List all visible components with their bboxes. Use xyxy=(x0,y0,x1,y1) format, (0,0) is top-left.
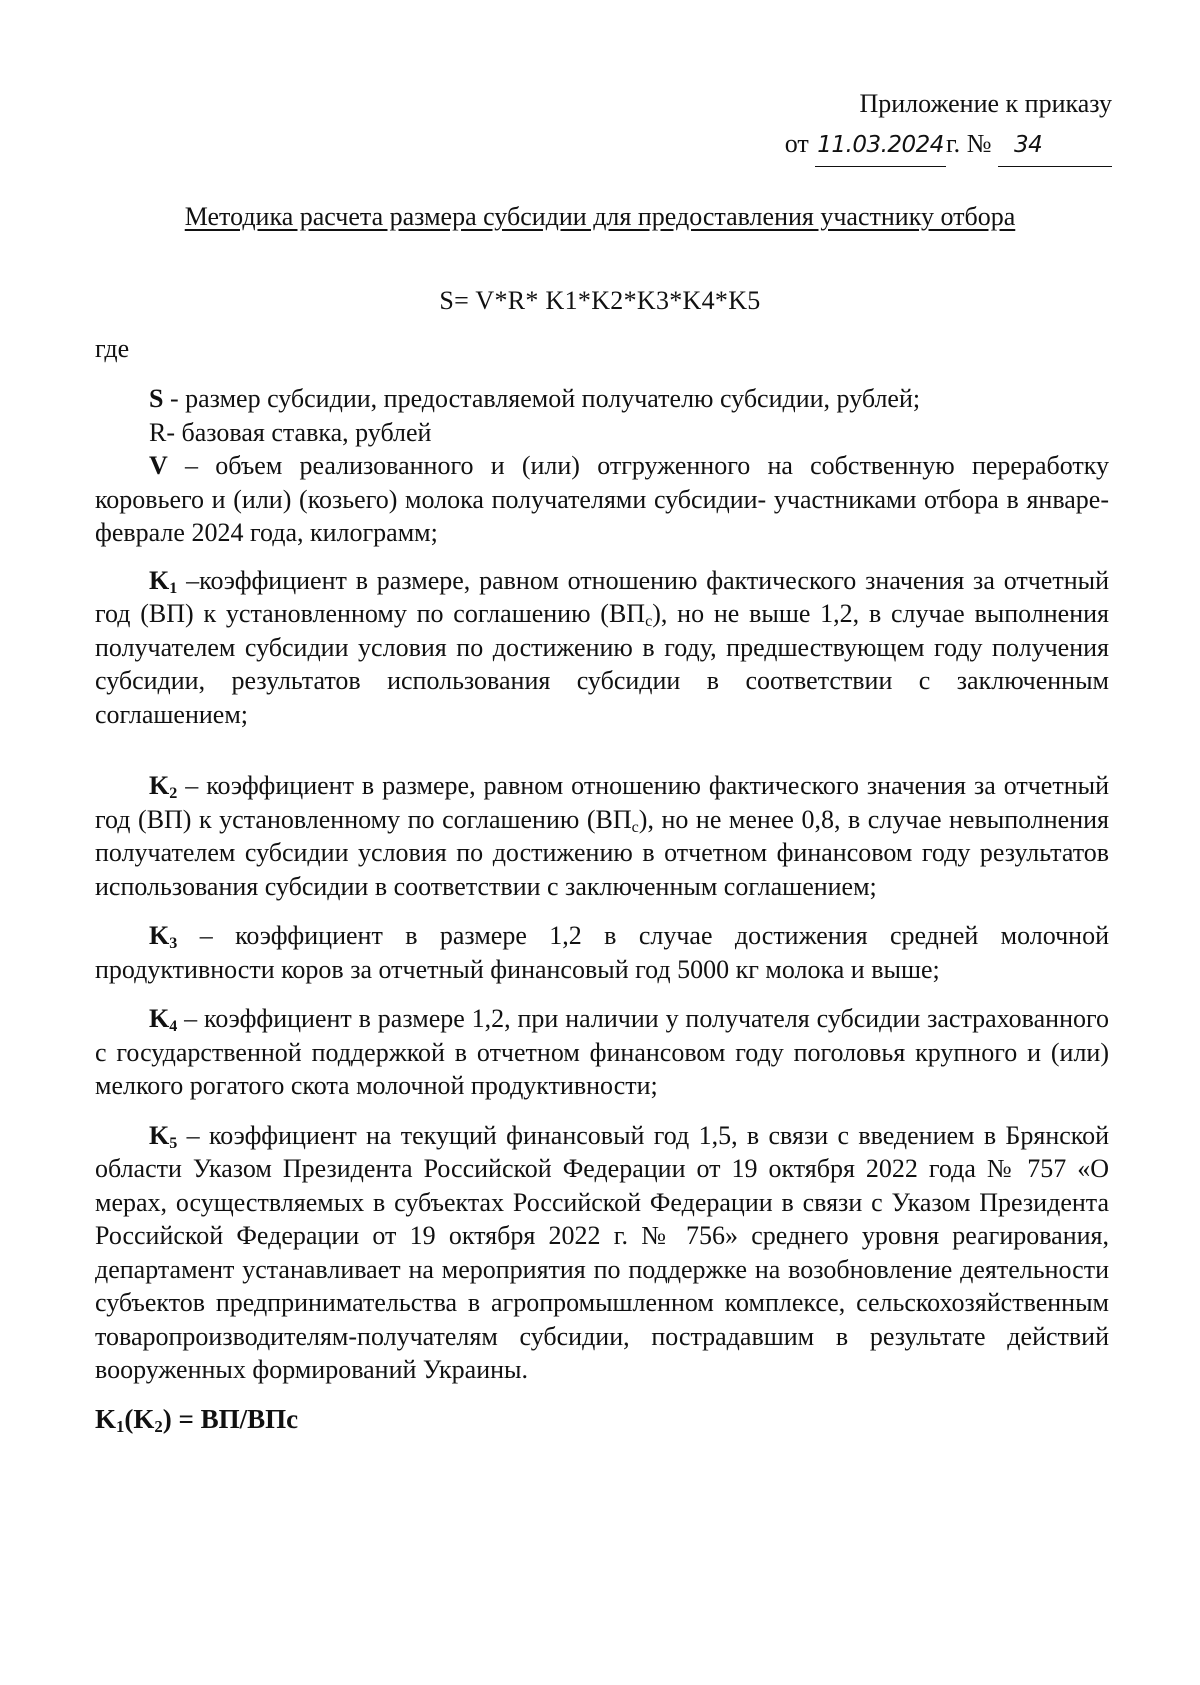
definition-k3 xyxy=(95,919,1109,986)
symbol-k1-sub: 1 xyxy=(169,579,178,597)
symbol-k5-letter: K xyxy=(149,1120,170,1150)
final-k-letter: K xyxy=(95,1403,117,1434)
handwritten-date: 11.03.2024 xyxy=(815,125,946,167)
where-label: где xyxy=(95,334,130,363)
symbol-k2-letter: K xyxy=(149,771,170,800)
definition-v xyxy=(95,449,1109,550)
definition-k4 xyxy=(95,1002,1109,1103)
symbol-k3 xyxy=(149,921,178,953)
symbol-k5 xyxy=(149,1121,177,1150)
definition-k4-text: – коэффициент в размере 1,2, при наличии у получателя субсидии застрахованного с государственной поддержкой в отчетном финансовом году поголовья крупного и (или) мелкого рогатого скота молочной продуктивности; xyxy=(95,1004,1109,1100)
definitions-body xyxy=(95,382,1109,1436)
definition-s xyxy=(95,382,1109,416)
date-prefix: от xyxy=(784,129,809,158)
symbol-r: R xyxy=(149,417,167,447)
order-appendix-header xyxy=(785,84,1112,167)
year-suffix: г. xyxy=(945,129,961,158)
symbol-k4-sub: 4 xyxy=(169,1018,178,1036)
definition-k5 xyxy=(95,1119,1109,1387)
definition-k2-text-a: – коэффициент в размере, равном отношению фактического значения за отчетный год (ВП) к установленному по соглашению (ВП xyxy=(95,771,1109,834)
symbol-k1 xyxy=(149,566,177,595)
symbol-k3-letter: K xyxy=(149,921,170,950)
symbol-k4 xyxy=(149,1004,178,1036)
number-label: № xyxy=(966,129,992,158)
final-formula-rest: ) = ВП/ВПс xyxy=(162,1403,299,1434)
document-title xyxy=(0,202,1200,232)
appendix-line: Приложение к приказу xyxy=(859,89,1112,118)
definition-k1-text-b: ), но не выше 1,2, в случае выполнения получателем субсидии условия по достижению в году, предшествующем году получения субсидии, результатов использования субсидии в соответствии с заключенным соглашением; xyxy=(95,599,1109,729)
symbol-k1-letter: K xyxy=(149,565,170,595)
definition-k5-text: – коэффициент на текущий финансовый год 1,5, в связи с введением в Брянской области Указом Президента Российской Федерации от 19 октября 2022 года № 757 «О мерах, осуществляемых в субъектах Российской Федерации в связи с Указом Президента Российской Федерации от 19 октября 2022 г. № 756» среднего уровня реагирования, департамент устанавливает на мероприятия по поддержке на возобновление деятельности субъектов предпринимательства в агропромышленном комплексе, сельскохозяйственным товаропроизводителям-получателям субсидии, пострадавшим в результате действий вооруженных формирований Украины. xyxy=(95,1120,1109,1384)
definition-r xyxy=(95,416,1109,450)
k1-k2-formula xyxy=(95,1403,1109,1437)
definition-k1-subscript: с xyxy=(645,613,653,631)
final-k-sub1: 1 xyxy=(116,1416,125,1436)
definition-v-text: – объем реализованного и (или) отгруженного на собственную переработку коровьего и (или) (козьего) молока получателями субсидии- участниками отбора в январе-феврале 2024 года, килограмм; xyxy=(95,451,1109,547)
order-date-number-line xyxy=(785,124,1112,167)
symbol-k2 xyxy=(149,771,178,803)
main-formula: S= V*R* K1*K2*K3*K4*K5 xyxy=(439,286,761,315)
symbol-k2-sub: 2 xyxy=(169,785,178,803)
symbol-k5-sub: 5 xyxy=(169,1134,178,1152)
definition-k2-subscript: с xyxy=(631,818,639,836)
symbol-s: S xyxy=(149,384,164,413)
document-title-text: Методика расчета размера субсидии для предоставления участнику отбора xyxy=(184,202,1016,231)
symbol-v: V xyxy=(149,451,168,480)
final-k2-open: (K xyxy=(124,1403,155,1434)
definition-s-text: - размер субсидии, предоставляемой получателю субсидии, рублей; xyxy=(163,384,921,413)
final-k-sub2: 2 xyxy=(154,1416,163,1436)
definition-k2-text-b: ), но не менее 0,8, в случае невыполнения получателем субсидии условия по достижению в отчетном финансовом году результатов использования субсидии в соответствии с заключенным соглашением; xyxy=(95,804,1110,901)
symbol-k3-sub: 3 xyxy=(169,935,178,953)
definition-k1-text-a: –коэффициент в размере, равном отношению фактического значения за отчетный год (ВП) к установленному по соглашению (ВП xyxy=(95,565,1109,628)
definition-k3-text: – коэффициент в размере 1,2 в случае достижения средней молочной продуктивности коров за отчетный финансовый год 5000 кг молока и выше; xyxy=(95,921,1109,984)
definition-k1 xyxy=(95,564,1109,732)
handwritten-order-number: 34 xyxy=(998,125,1112,167)
definition-r-text: - базовая ставка, рублей xyxy=(166,417,432,447)
symbol-k4-letter: K xyxy=(149,1004,170,1033)
definition-k2 xyxy=(95,769,1109,903)
